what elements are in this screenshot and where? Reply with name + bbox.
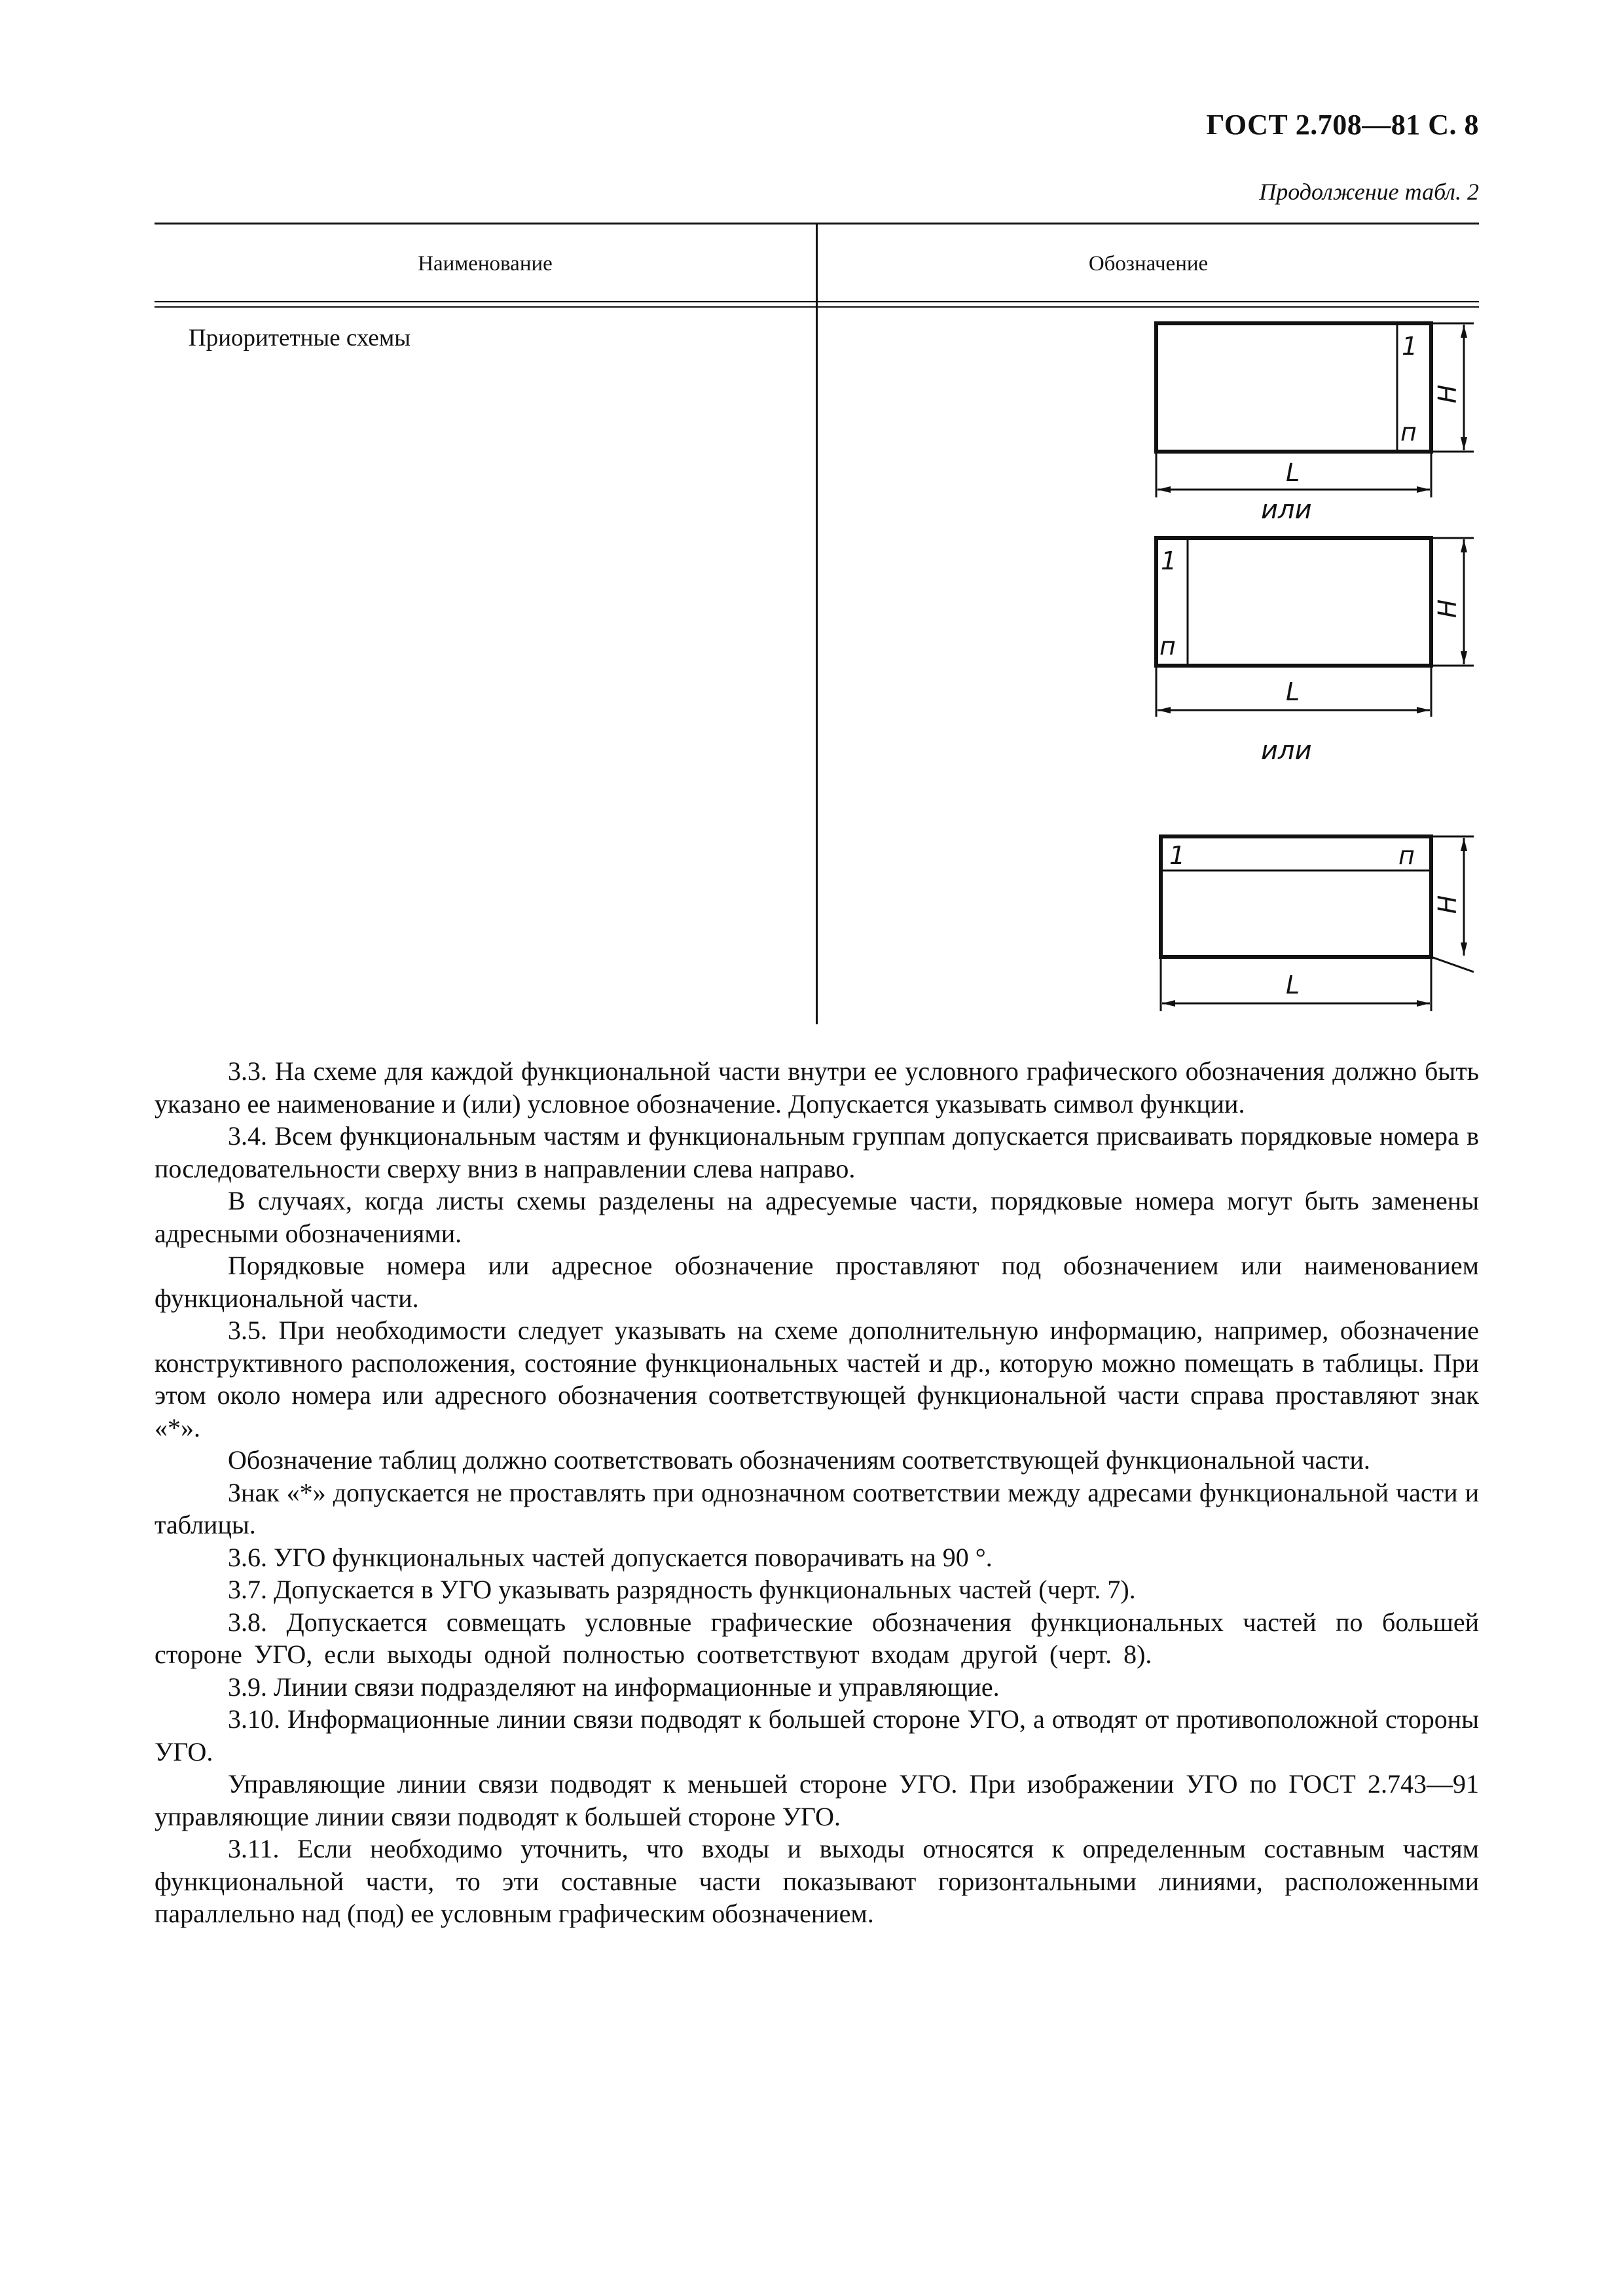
paragraph-3-5-sign: Знак «*» допускается не проставлять при однозначном соответствии между адресами функциональной части и таблицы. <box>155 1477 1479 1539</box>
d2-label-L: L <box>1286 677 1300 706</box>
priority-scheme-diagrams <box>816 223 1479 1024</box>
paragraph-3-4-addressed: В случаях, когда листы схемы разделены на адресуемые части, порядковые номера могут быть заменены адресными обозначениями. <box>155 1186 1479 1248</box>
paragraph-3-4-numbers: Порядковые номера или адресное обозначение проставляют под обозначением или наименованием функциональной части. <box>155 1251 1479 1313</box>
paragraph-3-3: 3.3. На схеме для каждой функциональной части внутри ее условного графического обозначения должно быть указано ее наименование и (или) условное обозначение. Допускается указывать символ функции. <box>155 1056 1479 1119</box>
d3-label-n: п <box>1398 841 1415 870</box>
d3-label-1: 1 <box>1169 841 1186 870</box>
table-continuation-label: Продолжение табл. 2 <box>1259 179 1479 205</box>
paragraph-3-11: 3.11. Если необходимо уточнить, что входы и выходы относятся к определенным составным частям функциональной части, то эти составные части показывают горизонтальными линиями, расположенными параллельно над (под) ее условным графическим обозначением. <box>155 1834 1479 1928</box>
diagram-2-left-priority <box>1156 538 1474 717</box>
paragraph-3-10: 3.10. Информационные линии связи подводят к большей стороне УГО, а отводят от противоположной стороны УГО. <box>155 1704 1479 1767</box>
d2-or-label: или <box>1261 736 1312 766</box>
body-text <box>155 1055 1479 1930</box>
page-header: ГОСТ 2.708—81 С. 8 <box>1206 109 1479 141</box>
d1-label-n: п <box>1400 418 1417 446</box>
d1-label-L: L <box>1286 458 1300 487</box>
paragraph-3-5-tables: Обозначение таблиц должно соответствовать обозначениям соответствующей функциональной части. <box>228 1445 1370 1475</box>
d2-label-H: H <box>1433 599 1462 619</box>
paragraph-3-7: 3.7. Допускается в УГО указывать разрядность функциональных частей (черт. 7). <box>228 1575 1136 1604</box>
paragraph-3-5: 3.5. При необходимости следует указывать на схеме дополнительную информацию, например, обозначение конструктивного расположения, состояние функциональных частей и др., которую можно помещать в таблицы. При этом около номера или адресного обозначения соответствующей функциональной части справа проставляют знак «*». <box>155 1316 1479 1443</box>
d3-label-L: L <box>1286 971 1300 999</box>
d3-label-H: H <box>1433 895 1462 914</box>
column-header-designation: Обозначение <box>1088 252 1209 276</box>
d2-label-1: 1 <box>1161 547 1177 575</box>
column-header-name: Наименование <box>418 252 553 276</box>
d1-label-H: H <box>1433 384 1462 404</box>
d1-label-1: 1 <box>1402 332 1418 361</box>
paragraph-3-6: 3.6. УГО функциональных частей допускается поворачивать на 90 °. <box>228 1542 993 1572</box>
d2-label-n: п <box>1159 632 1176 660</box>
paragraph-3-9: 3.9. Линии связи подразделяют на информационные и управляющие. <box>228 1672 1000 1702</box>
d1-or-label: или <box>1261 495 1312 525</box>
designation-table <box>155 223 1479 1024</box>
paragraph-3-10-control: Управляющие линии связи подводят к меньшей стороне УГО. При изображении УГО по ГОСТ 2.743—91 управляющие линии связи подводят к большей стороне УГО. <box>155 1769 1479 1831</box>
row-name-priority-schemes: Приоритетные схемы <box>189 325 411 351</box>
paragraph-3-4: 3.4. Всем функциональным частям и функциональным группам допускается присваивать порядковые номера в последовательности сверху вниз в направлении слева направо. <box>155 1121 1479 1183</box>
paragraph-3-8: 3.8. Допускается совмещать условные графические обозначения функциональных частей по большей стороне УГО, если выходы одной полностью соответствуют входам другой (черт. 8). <box>155 1607 1479 1669</box>
diagram-1-right-priority <box>1156 323 1474 497</box>
diagram-3-top-priority <box>1161 836 1474 1011</box>
